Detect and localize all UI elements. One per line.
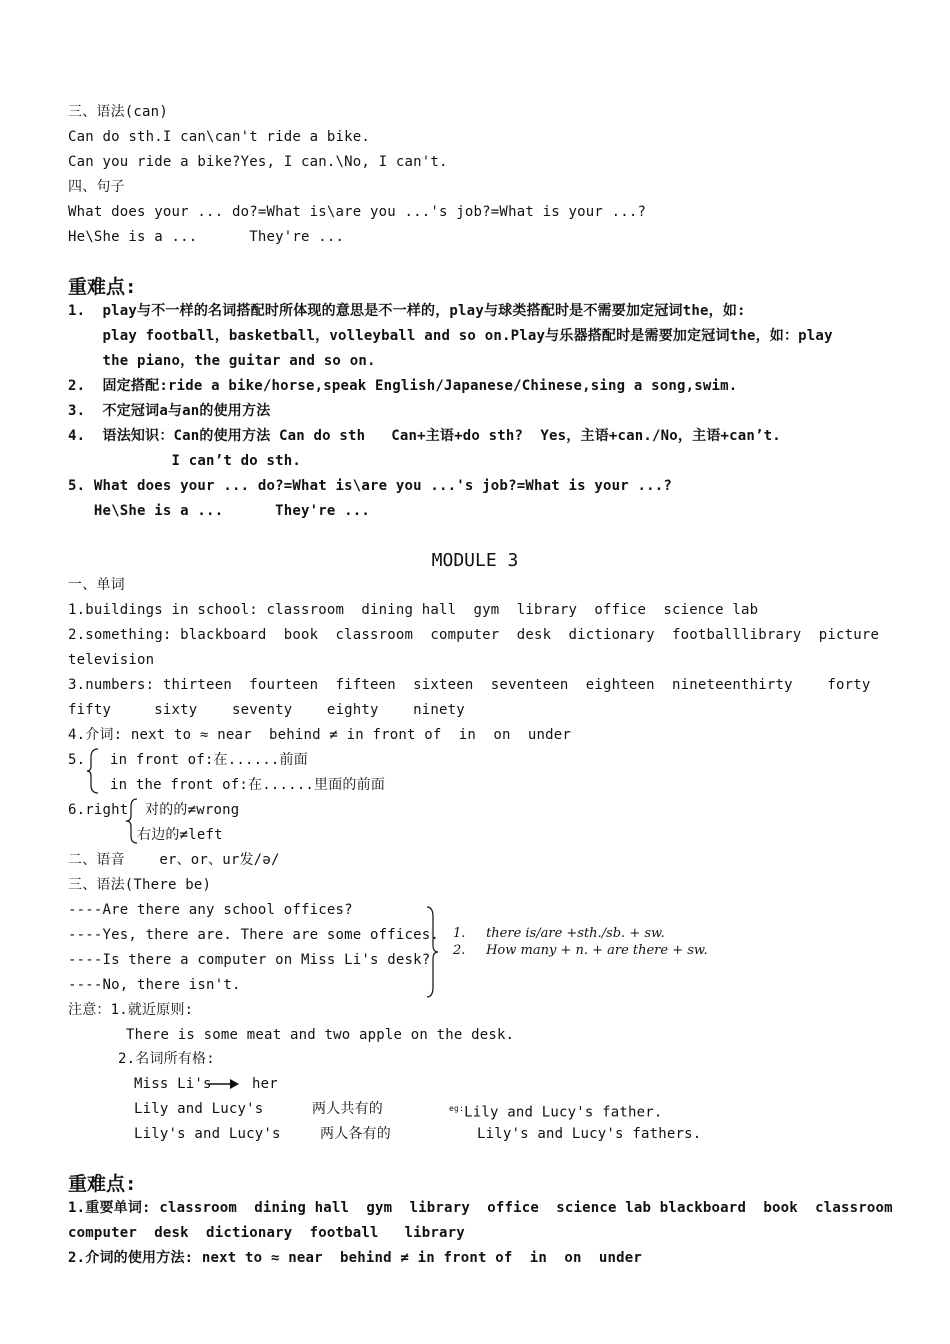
keypoint-2: 2. 固定搭配:ride a bike/horse,speak English/Japanese/Chinese,sing a song,swim.	[68, 378, 738, 394]
keypoint-1-line-c: the piano，the guitar and so on.	[68, 353, 376, 369]
possessive-1-right: her	[252, 1076, 278, 1092]
words-line-6b: 右边的≠left	[137, 827, 223, 843]
eg-label: eg:	[449, 1104, 465, 1113]
possessive-3-example: Lily's and Lucy's fathers.	[477, 1126, 702, 1142]
left-brace-icon	[86, 747, 100, 795]
possessive-2-meaning: 两人共有的	[312, 1101, 383, 1117]
proximity-example: There is some meat and two apple on the desk.	[126, 1027, 515, 1043]
notes-heading: 注意：1.就近原则:	[68, 1002, 194, 1018]
grammar-there-be-heading: 三、语法(There be)	[68, 877, 212, 893]
sentences-line-1: What does your ... do?=What is\are you ...'s job?=What is your ...?	[68, 204, 647, 220]
keypoint-5-line-a: 5. What does your ... do?=What is\are you ...'s job?=What is your ...?	[68, 478, 673, 494]
words-line-5-number: 5.	[68, 752, 86, 768]
possessive-2-example	[449, 1100, 663, 1122]
possessive-1-left: Miss Li's	[134, 1076, 212, 1092]
keypoint-1-line-b: play football，basketball，volleyball and so on.Play与乐器搭配时是需要加定冠词the，如：play	[68, 328, 833, 344]
dialogue-line-1: ----Are there any school offices?	[68, 902, 353, 918]
keypoints2-line-2: 2.介词的使用方法: next to ≈ near behind ≠ in front of in on under	[68, 1250, 642, 1266]
keypoint-4-line-b: I can’t do sth.	[68, 453, 301, 469]
keypoints2-line-1b: computer desk dictionary football library	[68, 1225, 465, 1241]
words-line-4: 4.介词: next to ≈ near behind ≠ in front of in on under	[68, 727, 571, 743]
possessive-2-left: Lily and Lucy's	[134, 1101, 264, 1117]
words-line-1: 1.buildings in school: classroom dining hall gym library office science lab	[68, 602, 759, 618]
sentences-heading: 四、句子	[68, 179, 125, 195]
keypoints-heading-1: 重难点:	[68, 276, 137, 298]
right-arrow-icon	[208, 1078, 240, 1090]
words-line-5b: in the front of:在......里面的前面	[110, 777, 386, 793]
words-line-5a: in front of:在......前面	[110, 752, 308, 768]
module-title: MODULE 3	[431, 550, 519, 571]
words-line-2b: television	[68, 652, 155, 668]
words-line-6a: 对的的≠wrong	[145, 802, 240, 818]
grammar-can-heading: 三、语法(can)	[68, 104, 168, 120]
right-brace-icon	[425, 905, 439, 999]
dialogue-line-3: ----Is there a computer on Miss Li's desk?	[68, 952, 431, 968]
possessive-3-meaning: 两人各有的	[320, 1126, 391, 1142]
there-be-rule-1: 1. there is/are +sth./sb. + sw.	[453, 926, 665, 941]
words-line-3b: fifty sixty seventy eighty ninety	[68, 702, 465, 718]
possessive-2-example-text: Lily and Lucy's father.	[464, 1104, 663, 1121]
possessive-3-left: Lily's and Lucy's	[134, 1126, 281, 1142]
dialogue-line-2: ----Yes, there are. There are some offices.	[68, 927, 440, 943]
phonetics-line: 二、语音 er、or、ur发/ə/	[68, 852, 280, 868]
grammar-can-line-1: Can do sth.I can\can't ride a bike.	[68, 129, 371, 145]
keypoint-1-line-a: 1. play与不一样的名词搭配时所体现的意思是不一样的，play与球类搭配时是不需要加定冠词the，如:	[68, 303, 746, 319]
keypoint-3: 3. 不定冠词a与an的使用方法	[68, 403, 271, 419]
keypoint-5-line-b: He\She is a ... They're ...	[68, 503, 371, 519]
keypoints-heading-2: 重难点:	[68, 1173, 137, 1195]
words-line-2: 2.something: blackboard book classroom computer desk dictionary footballlibrary picture	[68, 627, 880, 643]
keypoint-4-line-a: 4. 语法知识：Can的使用方法 Can do sth Can+主语+do sth? Yes，主语+can./No，主语+can’t.	[68, 428, 781, 444]
words-line-6-number: 6.right	[68, 802, 129, 818]
there-be-rule-2: 2. How many + n. + are there + sw.	[453, 943, 708, 958]
words-line-3: 3.numbers: thirteen fourteen fifteen sixteen seventeen eighteen nineteenthirty forty	[68, 677, 871, 693]
keypoints2-line-1a: 1.重要单词: classroom dining hall gym library office science lab blackboard book classroom	[68, 1200, 893, 1216]
words-heading: 一、单词	[68, 577, 125, 593]
dialogue-line-4: ----No, there isn't.	[68, 977, 241, 993]
possessive-heading: 2.名词所有格:	[118, 1051, 215, 1067]
sentences-line-2: He\She is a ... They're ...	[68, 229, 345, 245]
grammar-can-line-2: Can you ride a bike?Yes, I can.\No, I can't.	[68, 154, 448, 170]
